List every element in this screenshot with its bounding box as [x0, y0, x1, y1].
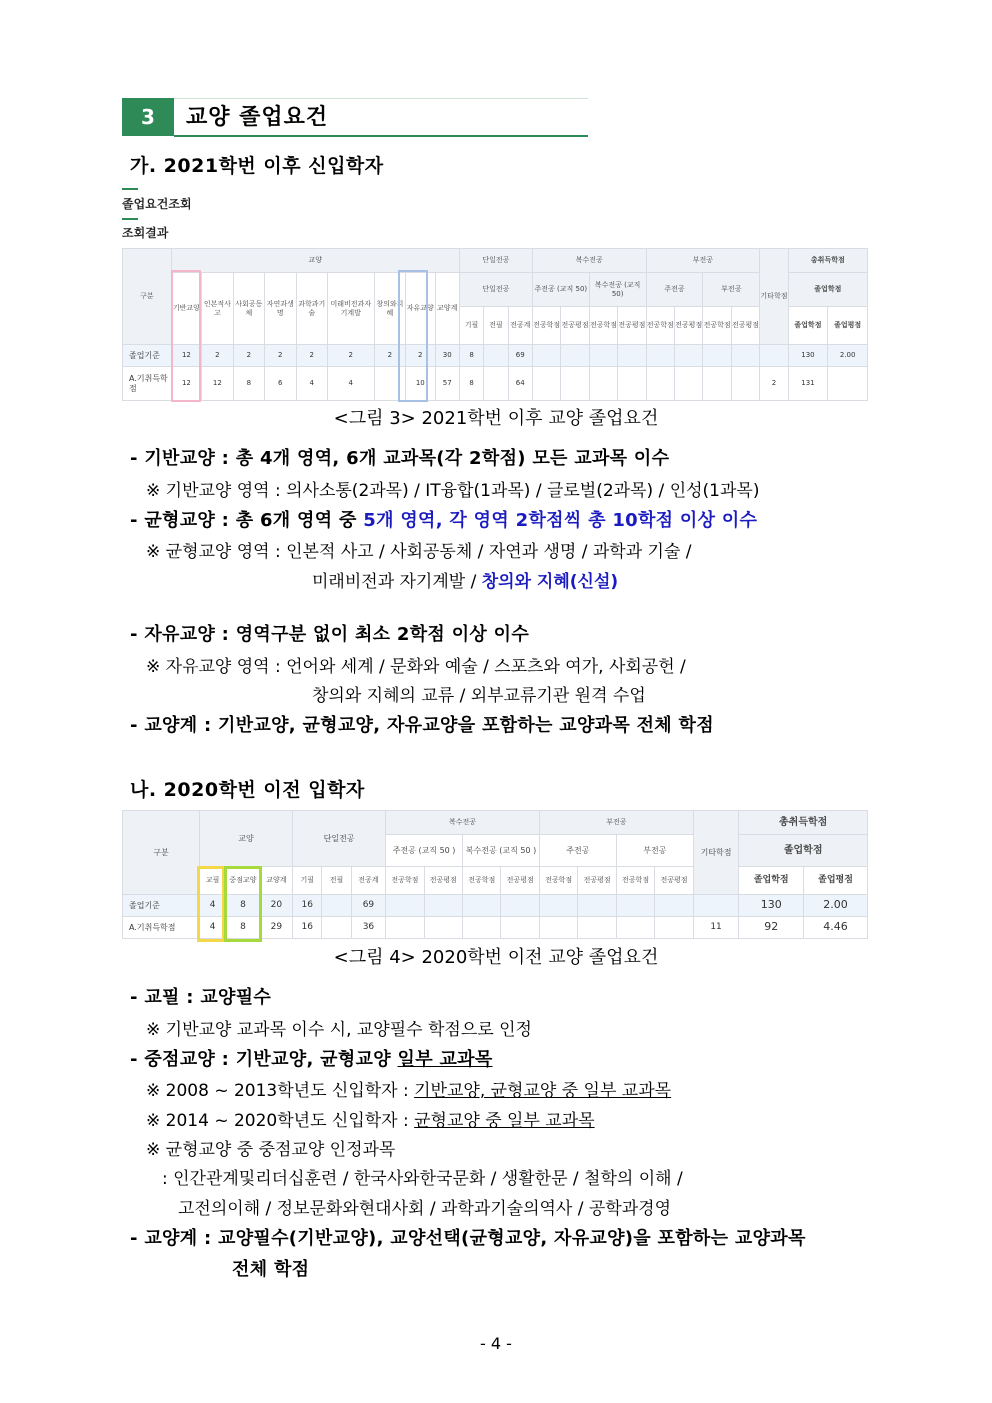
- table-row: A.기취득학점 4 8 29 16 36 11 92 4.46: [123, 917, 868, 939]
- col-score: 전공평점: [561, 307, 589, 345]
- note-balanced-2: 미래비전과 자기계발 / 창의와 지혜(신설): [312, 572, 619, 592]
- col-gradscore: 졸업평점: [828, 307, 868, 345]
- col-nature: 자연과생명: [265, 273, 296, 345]
- col-credit: 전공학점: [386, 867, 424, 895]
- col-science: 과학과기술: [296, 273, 327, 345]
- col-etc: 기타학점: [693, 811, 739, 895]
- col-free: 자유교양: [406, 273, 435, 345]
- note-free-2: 창의와 지혜의 교류 / 외부교류기관 원격 수업: [312, 686, 646, 706]
- col-score: 전공평점: [501, 867, 539, 895]
- part-a-heading: 가. 2021학번 이후 신입학자: [130, 155, 384, 177]
- col-credit: 전공학점: [539, 867, 577, 895]
- col-double: 복수전공: [386, 811, 540, 835]
- col-gradscore: 졸업평점: [804, 867, 868, 895]
- figure-4-caption: <그림 4> 2020학번 이전 교양 졸업요건: [333, 947, 659, 968]
- col-jeon: 전필: [484, 307, 508, 345]
- col-credit: 전공학점: [463, 867, 501, 895]
- col-gradcredit: 졸업학점: [739, 867, 804, 895]
- col-etc: 기타학점: [760, 249, 788, 345]
- col-credit: 전공학점: [532, 307, 560, 345]
- note-course-list-1: : 인간관계및리더십훈련 / 한국사와한국문화 / 생활한문 / 철학의 이해 /: [162, 1169, 683, 1189]
- section-number: 3: [122, 98, 174, 136]
- note-free: ※ 자유교양 영역 : 언어와 세계 / 문화와 예술 / 스포츠와 여가, 사회공헌 /: [146, 657, 686, 677]
- rule-gyosum: - 교양계 : 기반교양, 균형교양, 자유교양을 포함하는 교양과목 전체 학점: [130, 715, 714, 736]
- col-credit: 전공학점: [703, 307, 731, 345]
- col-dbl50: 복수전공 (교직 50): [589, 273, 646, 307]
- table-row: 졸업기준 4 8 20 16 69 130 2.00: [123, 895, 868, 917]
- col-grad: 졸업학점: [739, 835, 868, 867]
- col-total: 총취득학점: [739, 811, 868, 835]
- col-jeon: 전필: [322, 867, 351, 895]
- col-single: 단일전공: [293, 811, 386, 867]
- rule-basic: - 기반교양 : 총 4개 영역, 6개 교과목(각 2학점) 모든 교과목 이수: [130, 448, 670, 469]
- query-label: 졸업요건조회: [122, 197, 192, 211]
- col-jgye: 전공계: [508, 307, 532, 345]
- note-course-list-2: 고전의이해 / 정보문화와현대사회 / 과학과기술의역사 / 공학과경영: [178, 1199, 671, 1219]
- col-score: 전공평점: [655, 867, 694, 895]
- col-dbl50: 복수전공 (교직 50 ): [463, 835, 540, 867]
- col-credit: 전공학점: [616, 867, 654, 895]
- col-credit: 전공학점: [589, 307, 617, 345]
- col-gubun: 구분: [123, 811, 200, 895]
- col-score: 전공평점: [618, 307, 646, 345]
- green-marker: [122, 218, 138, 220]
- highlight-gyopil: [197, 866, 225, 942]
- col-gyoyang: 교양: [199, 811, 292, 867]
- col-jgye: 전공계: [351, 867, 385, 895]
- col-gi: 기필: [293, 867, 322, 895]
- col-gubun: 구분: [123, 249, 172, 345]
- col-grad: 졸업학점: [788, 273, 867, 307]
- col-gyosum: 교양계: [435, 273, 459, 345]
- col-gyosum: 교양계: [260, 867, 292, 895]
- col-minmaj: 부전공: [703, 273, 760, 307]
- col-minor: 부전공: [646, 249, 760, 273]
- col-score: 전공평점: [731, 307, 759, 345]
- col-score: 전공평점: [578, 867, 616, 895]
- part-b-heading: 나. 2020학번 이전 입학자: [130, 779, 365, 801]
- note-basic: ※ 기반교양 영역 : 의사소통(2과목) / IT융합(1과목) / 글로벌(2과목) / 인성(1과목): [146, 481, 760, 501]
- green-marker: [122, 188, 138, 190]
- table-row: A.기취득학점 12 12 8 6 4 4 10 57 8 64 2 131: [123, 367, 868, 401]
- col-single: 단일전공: [459, 249, 532, 273]
- rule-jungjeom: - 중점교양 : 기반교양, 균형교양 일부 교과목: [130, 1049, 493, 1070]
- col-single2: 단일전공: [459, 273, 532, 307]
- result-label: 조회결과: [122, 226, 169, 240]
- rule-gyopil: - 교필 : 교양필수: [130, 987, 272, 1008]
- col-gyoyang: 교양: [171, 249, 459, 273]
- note-balanced: ※ 균형교양 영역 : 인본적 사고 / 사회공동체 / 자연과 생명 / 과학과 기술 /: [146, 542, 692, 562]
- col-future: 미래비전과자기계발: [327, 273, 374, 345]
- rule-balanced: - 균형교양 : 총 6개 영역 중 5개 영역, 각 영역 2학점씩 총 10학점 이상 이수: [130, 510, 758, 531]
- section-top-line: [174, 98, 588, 99]
- col-social: 사회공동체: [233, 273, 264, 345]
- col-double: 복수전공: [532, 249, 646, 273]
- col-mainmaj: 주전공: [646, 273, 703, 307]
- rule-free: - 자유교양 : 영역구분 없이 최소 2학점 이상 이수: [130, 624, 530, 645]
- note-gyopil: ※ 기반교양 교과목 이수 시, 교양필수 학점으로 인정: [146, 1020, 532, 1040]
- table-row: 졸업기준 12 2 2 2 2 2 2 2 30 8 69 130 2.00: [123, 345, 868, 367]
- section-title: 교양 졸업요건: [186, 105, 329, 130]
- page-number: - 4 -: [480, 1334, 512, 1353]
- col-gi: 기필: [459, 307, 483, 345]
- col-main50: 주전공 (교직 50): [532, 273, 589, 307]
- col-score: 전공평점: [424, 867, 462, 895]
- rule-gyosum-b: - 교양계 : 교양필수(기반교양), 교양선택(균형교양, 자유교양)을 포함하는 교양과목: [130, 1228, 806, 1249]
- col-minmaj: 부전공: [616, 835, 693, 867]
- col-total: 총취득학점: [788, 249, 867, 273]
- highlight-basic: [171, 270, 201, 402]
- highlight-free: [398, 270, 428, 402]
- note-2014: ※ 2014 ~ 2020학년도 신입학자 : 균형교양 중 일부 교과목: [146, 1111, 595, 1131]
- col-score: 전공평점: [674, 307, 702, 345]
- col-minor: 부전공: [539, 811, 693, 835]
- col-jungjeom: 중점교양: [226, 867, 260, 895]
- col-gradcredit: 졸업학점: [788, 307, 828, 345]
- rule-gyosum-b-2: 전체 학점: [232, 1259, 310, 1280]
- col-gyopil: 교필: [199, 867, 225, 895]
- col-credit: 전공학점: [646, 307, 674, 345]
- col-mainmaj: 주전공: [539, 835, 616, 867]
- note-2008: ※ 2008 ~ 2013학년도 신입학자 : 기반교양, 균형교양 중 일부 교과목: [146, 1081, 672, 1101]
- col-human: 인본적사고: [202, 273, 233, 345]
- col-main50: 주전공 (교직 50 ): [386, 835, 463, 867]
- graduation-table-2021: [122, 248, 868, 401]
- section-underline: [174, 135, 588, 137]
- col-basic: 기반교양: [171, 273, 201, 345]
- note-jungjeom-courses: ※ 균형교양 중 중점교양 인정과목: [146, 1140, 396, 1160]
- figure-3-caption: <그림 3> 2021학번 이후 교양 졸업요건: [333, 408, 659, 429]
- col-creative: 창의와지혜: [374, 273, 405, 345]
- highlight-jungjeom: [224, 866, 262, 942]
